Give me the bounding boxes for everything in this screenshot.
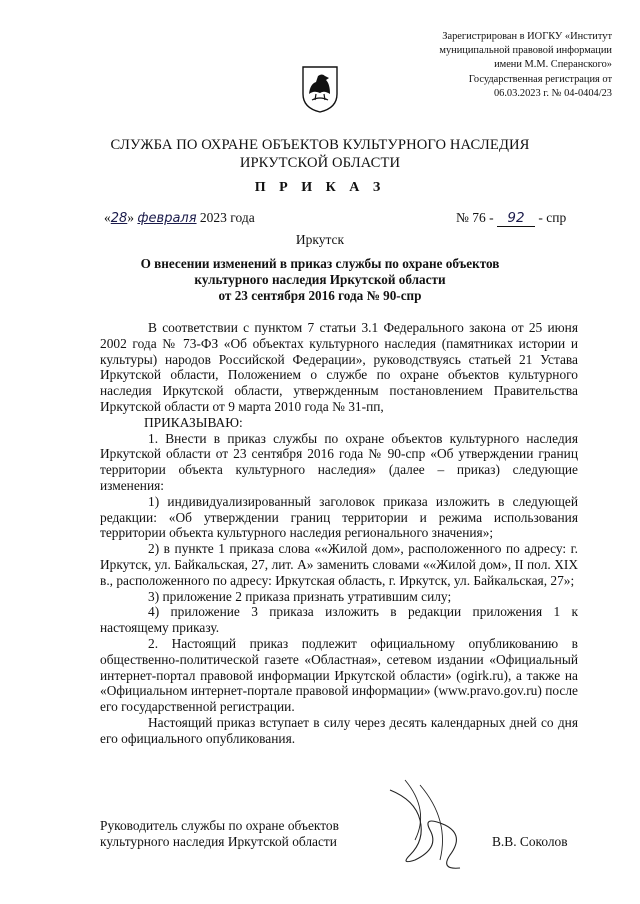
date-year: 2023 года	[199, 210, 255, 225]
subject-line: культурного наследия Иркутской области	[194, 272, 446, 287]
signatory-name: В.В. Соколов	[492, 834, 568, 849]
registration-stamp	[382, 30, 612, 101]
subject-line: от 23 сентября 2016 года № 90-спр	[218, 288, 422, 303]
number-prefix: № 76 -	[456, 210, 494, 225]
registration-line: муниципальной правовой информации	[439, 45, 612, 57]
signatory-title-line: Руководитель службы по охране объектов	[100, 818, 339, 833]
order-number	[456, 210, 566, 227]
order-item: 1. Внести в приказ службы по охране объектов культурного наследия Иркутской области от 23 сентября 2016 года № 90-спр «Об утверждении границ территории объекта культурного наследия» (далее – приказ) следующие изменения:	[100, 430, 578, 493]
order-item: 3) приложение 2 приказа признать утратившим силу;	[148, 588, 452, 604]
agency-line: СЛУЖБА ПО ОХРАНЕ ОБЪЕКТОВ КУЛЬТУРНОГО НАСЛЕДИЯ	[110, 137, 530, 153]
order-subject	[100, 256, 540, 304]
registration-line: Зарегистрирован в ИОГКУ «Институт	[442, 31, 612, 42]
date-month: февраля	[137, 211, 197, 226]
date-quote-close: »	[127, 210, 135, 225]
order-body	[100, 320, 578, 747]
order-item: 2. Настоящий приказ подлежит официальному опубликованию в общественно-политической газете «Областная», сетевом издании «Официальный интернет-портал правовой информации Иркутской области» (ogirk.ru), а также на «Официальном интернет-портале правовой информации» (www.pravo.gov.ru) после его государственной регистрации.	[100, 635, 578, 715]
order-item: 4) приложение 3 приказа изложить в редакции приложения 1 к настоящему приказу.	[100, 604, 578, 636]
preamble: В соответствии с пунктом 7 статьи 3.1 Федерального закона от 25 июня 2002 года № 73-ФЗ «Об объектах культурного наследия (памятниках истории и культуры) народов Российской Федерации», руководствуясь статьей 21 Устава Иркутской области, Положением о службе по охране объектов культурного наследия Иркутской области, утвержденным постановлением Правительства Иркутской области от 9 марта 2010 года № 31-пп,	[100, 320, 578, 414]
subject-line: О внесении изменений в приказ службы по охране объектов	[140, 256, 500, 271]
order-word: ПРИКАЗЫВАЮ:	[144, 414, 243, 430]
signatory-title-line: культурного наследия Иркутской области	[100, 834, 337, 849]
number-suffix: - спр	[538, 210, 567, 225]
handwritten-signature	[370, 760, 490, 880]
coat-of-arms-icon	[300, 64, 340, 114]
registration-line: имени М.М. Сперанского»	[494, 59, 612, 71]
agency-line: ИРКУТСКОЙ ОБЛАСТИ	[239, 155, 401, 171]
order-date	[104, 210, 255, 226]
number-handwritten: 92	[497, 210, 535, 227]
signatory-title	[100, 818, 339, 850]
order-item: 1) индивидуализированный заголовок приказа изложить в следующей редакции: «Об утверждении границ территории и режима использования территории объекта культурного наследия регионального значения»;	[100, 493, 578, 541]
date-quote-open: «	[104, 210, 111, 225]
document-type: П Р И К А З	[254, 180, 386, 195]
registration-line: Государственная регистрация от	[468, 73, 612, 85]
registration-line: 06.03.2023 г. № 04-0404/23	[493, 87, 612, 99]
city: Иркутск	[295, 232, 345, 247]
order-item: 2) в пункте 1 приказа слова ««Жилой дом», расположенного по адресу: г. Иркутск, ул. Байкальская, 27, лит. А» заменить словами ««Жилой дом», II пол. XIX в., расположенного по адресу: Иркутская область, г. Иркутск, ул. Байкальская, 27»;	[100, 541, 578, 588]
order-item: Настоящий приказ вступает в силу через десять календарных дней со дня его официального опубликования.	[100, 714, 578, 746]
date-day: 28	[110, 211, 128, 226]
agency-name	[0, 136, 640, 172]
